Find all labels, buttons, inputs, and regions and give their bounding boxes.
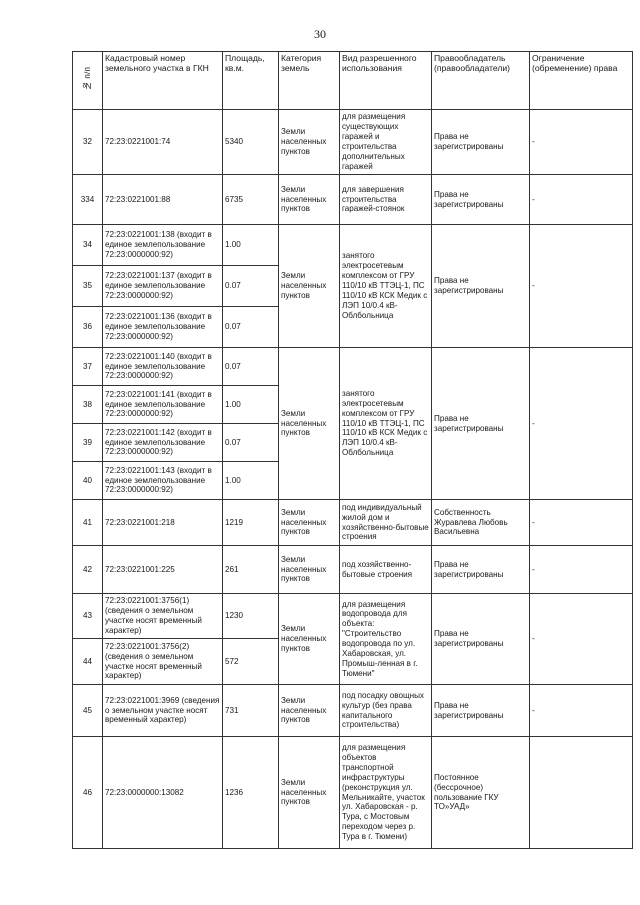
row-num: 36 bbox=[73, 307, 103, 348]
row-category: Земли населенных пунктов bbox=[279, 175, 340, 225]
table-row bbox=[73, 594, 633, 639]
row-area: 5340 bbox=[223, 110, 279, 175]
row-owner: Права не зарегистрированы bbox=[432, 685, 530, 737]
row-cadastral: 72:23:0221001:3756(2) (сведения о земельном участке носят временный характер) bbox=[103, 639, 223, 685]
row-num: 42 bbox=[73, 546, 103, 594]
row-category: Земли населенных пунктов bbox=[279, 737, 340, 849]
group-restriction: - bbox=[530, 348, 633, 500]
row-num: 37 bbox=[73, 348, 103, 386]
row-owner: Права не зарегистрированы bbox=[432, 175, 530, 225]
row-category: Земли населенных пунктов bbox=[279, 500, 340, 546]
row-use: для размещения объектов транспортной инфраструктуры (реконструкция ул. Мельникайте, участок ул. Хабаровская - р. Тура, с Мостовым переходом через р. Тура в г. Тюмени) bbox=[340, 737, 432, 849]
header-num: № п/п bbox=[73, 52, 103, 110]
table-row bbox=[73, 348, 633, 386]
row-area: 0.07 bbox=[223, 307, 279, 348]
row-area: 1236 bbox=[223, 737, 279, 849]
header-restriction: Ограничение (обременение) права bbox=[530, 52, 633, 110]
row-area: 1.00 bbox=[223, 386, 279, 424]
row-restriction: - bbox=[530, 546, 633, 594]
row-cadastral: 72:23:0221001:142 (входит в единое землепользование 72:23:0000000:92) bbox=[103, 424, 223, 462]
row-area: 731 bbox=[223, 685, 279, 737]
row-num: 40 bbox=[73, 462, 103, 500]
table-row bbox=[73, 175, 633, 225]
header-use: Вид разрешенного использования bbox=[340, 52, 432, 110]
row-num: 41 bbox=[73, 500, 103, 546]
row-area: 6735 bbox=[223, 175, 279, 225]
group-restriction: - bbox=[530, 225, 633, 348]
header-owner: Правообладатель (правообладатели) bbox=[432, 52, 530, 110]
row-cadastral: 72:23:0221001:138 (входит в единое землепользование 72:23:0000000:92) bbox=[103, 225, 223, 266]
group-use: для размещения водопровода для объекта: "Строительство водопровода по ул. Хабаровская, ул. Промыш-ленная в г. Тюмени" bbox=[340, 594, 432, 685]
table-row bbox=[73, 737, 633, 849]
row-num: 45 bbox=[73, 685, 103, 737]
row-restriction: - bbox=[530, 175, 633, 225]
table-row bbox=[73, 225, 633, 266]
page-number: 30 bbox=[314, 27, 326, 41]
group-category: Земли населенных пунктов bbox=[279, 594, 340, 685]
row-cadastral: 72:23:0221001:143 (входит в единое землепользование 72:23:0000000:92) bbox=[103, 462, 223, 500]
row-area: 0.07 bbox=[223, 424, 279, 462]
group-category: Земли населенных пунктов bbox=[279, 225, 340, 348]
row-cadastral: 72:23:0221001:74 bbox=[103, 110, 223, 175]
row-restriction: - bbox=[530, 500, 633, 546]
row-num: 35 bbox=[73, 266, 103, 307]
table-row bbox=[73, 500, 633, 546]
row-cadastral: 72:23:0221001:225 bbox=[103, 546, 223, 594]
row-restriction bbox=[530, 737, 633, 849]
row-use: под индивидуальный жилой дом и хозяйственно-бытовые строения bbox=[340, 500, 432, 546]
row-category: Земли населенных пунктов bbox=[279, 685, 340, 737]
group-use: занятого электросетевым комплексом от ГРУ 110/10 кВ ТТЭЦ-1, ПС 110/10 кВ КСК Медик с ЛЭП 10/0.4 кВ-Облбольница bbox=[340, 225, 432, 348]
table-row bbox=[73, 546, 633, 594]
row-area: 0.07 bbox=[223, 266, 279, 307]
row-owner: Права не зарегистрированы bbox=[432, 546, 530, 594]
row-area: 0.07 bbox=[223, 348, 279, 386]
group-owner: Права не зарегистрированы bbox=[432, 225, 530, 348]
row-num: 39 bbox=[73, 424, 103, 462]
row-owner: Собственность Журавлева Любовь Васильевна bbox=[432, 500, 530, 546]
row-num: 334 bbox=[73, 175, 103, 225]
row-area: 1.00 bbox=[223, 462, 279, 500]
group-restriction: - bbox=[530, 594, 633, 685]
row-cadastral: 72:23:0221001:218 bbox=[103, 500, 223, 546]
row-cadastral: 72:23:0221001:3969 (сведения о земельном участке носят временный характер) bbox=[103, 685, 223, 737]
row-owner: Права не зарегистрированы bbox=[432, 110, 530, 175]
row-cadastral: 72:23:0221001:136 (входит в единое землепользование 72:23:0000000:92) bbox=[103, 307, 223, 348]
row-num: 32 bbox=[73, 110, 103, 175]
row-num: 46 bbox=[73, 737, 103, 849]
row-area: 261 bbox=[223, 546, 279, 594]
row-num: 34 bbox=[73, 225, 103, 266]
table-header-row bbox=[73, 52, 633, 110]
header-category: Категория земель bbox=[279, 52, 340, 110]
row-num: 43 bbox=[73, 594, 103, 639]
row-cadastral: 72:23:0221001:141 (входит в единое землепользование 72:23:0000000:92) bbox=[103, 386, 223, 424]
row-cadastral: 72:23:0221001:140 (входит в единое землепользование 72:23:0000000:92) bbox=[103, 348, 223, 386]
row-use: под посадку овощных культур (без права капитального строительства) bbox=[340, 685, 432, 737]
table-row bbox=[73, 685, 633, 737]
row-area: 1230 bbox=[223, 594, 279, 639]
row-restriction: - bbox=[530, 110, 633, 175]
row-owner: Постоянное (бессрочное) пользование ГКУ ТО»УАД» bbox=[432, 737, 530, 849]
table-row bbox=[73, 110, 633, 175]
group-use: занятого электросетевым комплексом от ГРУ 110/10 кВ ТТЭЦ-1, ПС 110/10 кВ КСК Медик с ЛЭП 10/0.4 кВ-Облбольница bbox=[340, 348, 432, 500]
row-cadastral: 72:23:0221001:137 (входит в единое землепользование 72:23:0000000:92) bbox=[103, 266, 223, 307]
header-area: Площадь, кв.м. bbox=[223, 52, 279, 110]
row-use: для размещения существующих гаражей и строительства дополнительных гаражей bbox=[340, 110, 432, 175]
row-category: Земли населенных пунктов bbox=[279, 110, 340, 175]
row-num: 38 bbox=[73, 386, 103, 424]
group-owner: Права не зарегистрированы bbox=[432, 594, 530, 685]
row-cadastral: 72:23:0000000:13082 bbox=[103, 737, 223, 849]
row-use: для завершения строительства гаражей-стоянок bbox=[340, 175, 432, 225]
header-cadastral: Кадастровый номер земельного участка в ГКН bbox=[103, 52, 223, 110]
row-use: под хозяйственно-бытовые строения bbox=[340, 546, 432, 594]
group-category: Земли населенных пунктов bbox=[279, 348, 340, 500]
row-area: 1.00 bbox=[223, 225, 279, 266]
group-owner: Права не зарегистрированы bbox=[432, 348, 530, 500]
row-area: 572 bbox=[223, 639, 279, 685]
row-cadastral: 72:23:0221001:88 bbox=[103, 175, 223, 225]
row-num: 44 bbox=[73, 639, 103, 685]
land-registry-table bbox=[72, 51, 633, 849]
row-category: Земли населенных пунктов bbox=[279, 546, 340, 594]
row-cadastral: 72:23:0221001:3756(1) (сведения о земельном участке носят временный характер) bbox=[103, 594, 223, 639]
row-area: 1219 bbox=[223, 500, 279, 546]
row-restriction: - bbox=[530, 685, 633, 737]
